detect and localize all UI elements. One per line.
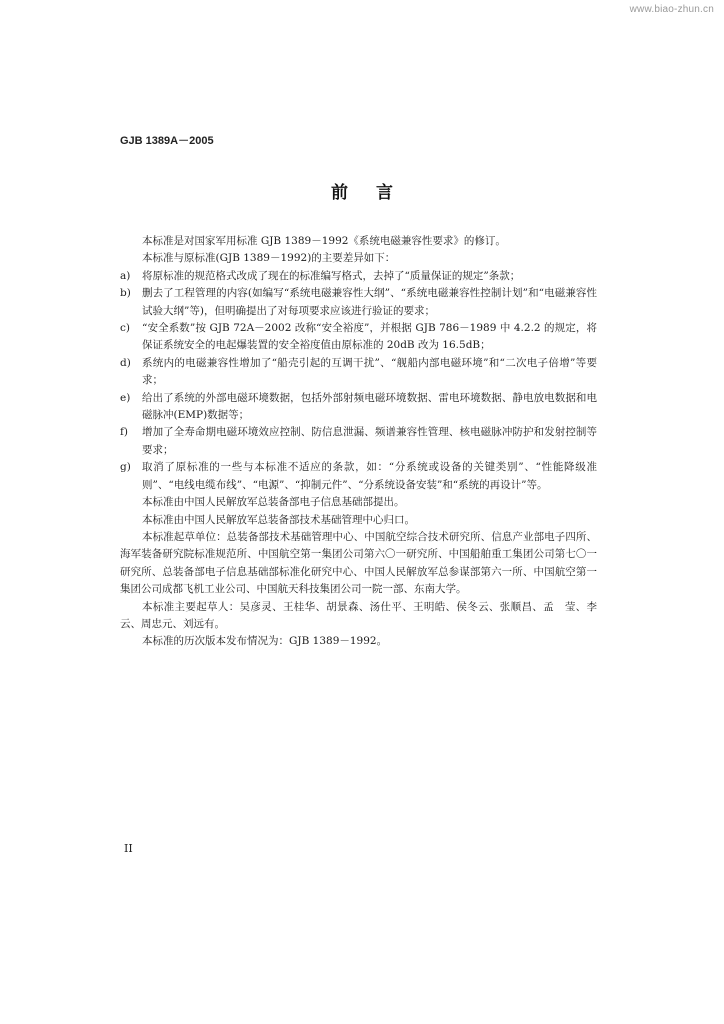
standard-code: GJB 1389A－2005 (120, 135, 214, 147)
paragraph-drafters: 本标准主要起草人：吴彦灵、王桂华、胡景森、汤仕平、王明皓、侯冬云、张顺昌、孟 莹、李 云、周忠元、刘远有。 (120, 600, 608, 630)
list-item-text: 将原标准的规范格式改成了现在的标准编写格式，去掉了“质量保证的规定”条款； (142, 269, 521, 282)
paragraph-revision-note: 本标准是对国家军用标准 GJB 1389－1992《系统电磁兼容性要求》的修订。 (142, 235, 506, 247)
list-item-text: 增加了全寿命期电磁环境效应控制、防信息泄漏、频谱兼容性管理、核电磁脉冲防护和发射控制等要求； (142, 426, 597, 456)
page-number: II (124, 842, 133, 855)
list-item-text: 给出了系统的外部电磁环境数据，包括外部射频电磁环境数据、雷电环境数据、静电放电数据和电磁脉冲(EMP)数据等； (142, 391, 597, 422)
list-item-text: 系统内的电磁兼容性增加了“船壳引起的互调干扰”、“舰船内部电磁环境”和“二次电子倍增”等要求； (142, 356, 597, 387)
list-item-text: “安全系数”按 GJB 72A－2002 改称“安全裕度”，并根据 GJB 786－1989 中 4.2.2 的规定，将保证系统安全的电起爆装置的安全裕度值由原标准的 20dB 改为 16.5dB； (142, 322, 597, 352)
paragraph-version-history: 本标准的历次版本发布情况为：GJB 1389－1992。 (142, 635, 388, 648)
paragraph-drafting-units: 本标准起草单位：总装备部技术基础管理中心、中国航空综合技术研究所、信息产业部电子四所、海军装备研究院标准规范所、中国航空第一集团公司第六〇一研究所、中国船舶重工集团公司第七〇一研究所、总装备部电子信息基础部标准化研究中心、中国人民解放军总参谋部第六一所、中国航空第一集团公司成都飞机工业公司、中国航天科技集团公司一院一部、东南大学。 (120, 530, 597, 596)
page-title: 前言 (331, 183, 421, 203)
document-body (120, 233, 608, 651)
list-item-text: 删去了工程管理的内容(如编写“系统电磁兼容性大纲”、“系统电磁兼容性控制计划”和“电磁兼容性试验大纲”等)，但明确提出了对每项要求应该进行验证的要求； (142, 287, 597, 317)
watermark-text: www.biao-zhun.cn (629, 4, 714, 15)
list-item-text: 取消了原标准的一些与本标准不适应的条款，如：“分系统或设备的关键类别”、“性能降级准则”、“电线电缆布线”、“电源”、“抑制元件”、“分系统设备安装”和“系统的再设计”等。 (142, 461, 597, 491)
list-marker: g) (120, 461, 131, 474)
paragraph-differences-intro: 本标准与原标准(GJB 1389－1992)的主要差异如下： (142, 252, 396, 265)
list-marker: d) (120, 356, 131, 369)
list-item-c (120, 320, 597, 355)
list-item-a (120, 268, 597, 285)
list-marker: f) (120, 426, 128, 439)
list-item-b (120, 285, 597, 320)
list-item-g (120, 459, 597, 494)
paragraph-managed-by: 本标准由中国人民解放军总装备部技术基础管理中心归口。 (142, 513, 415, 526)
list-item-f (120, 424, 597, 459)
paragraph-proposed-by: 本标准由中国人民解放军总装备部电子信息基础部提出。 (142, 496, 405, 509)
list-marker: a) (120, 269, 131, 282)
list-marker: c) (120, 322, 130, 335)
list-marker: e) (120, 391, 131, 404)
list-item-e (120, 390, 597, 425)
list-marker: b) (120, 287, 131, 300)
list-item-d (120, 355, 597, 390)
